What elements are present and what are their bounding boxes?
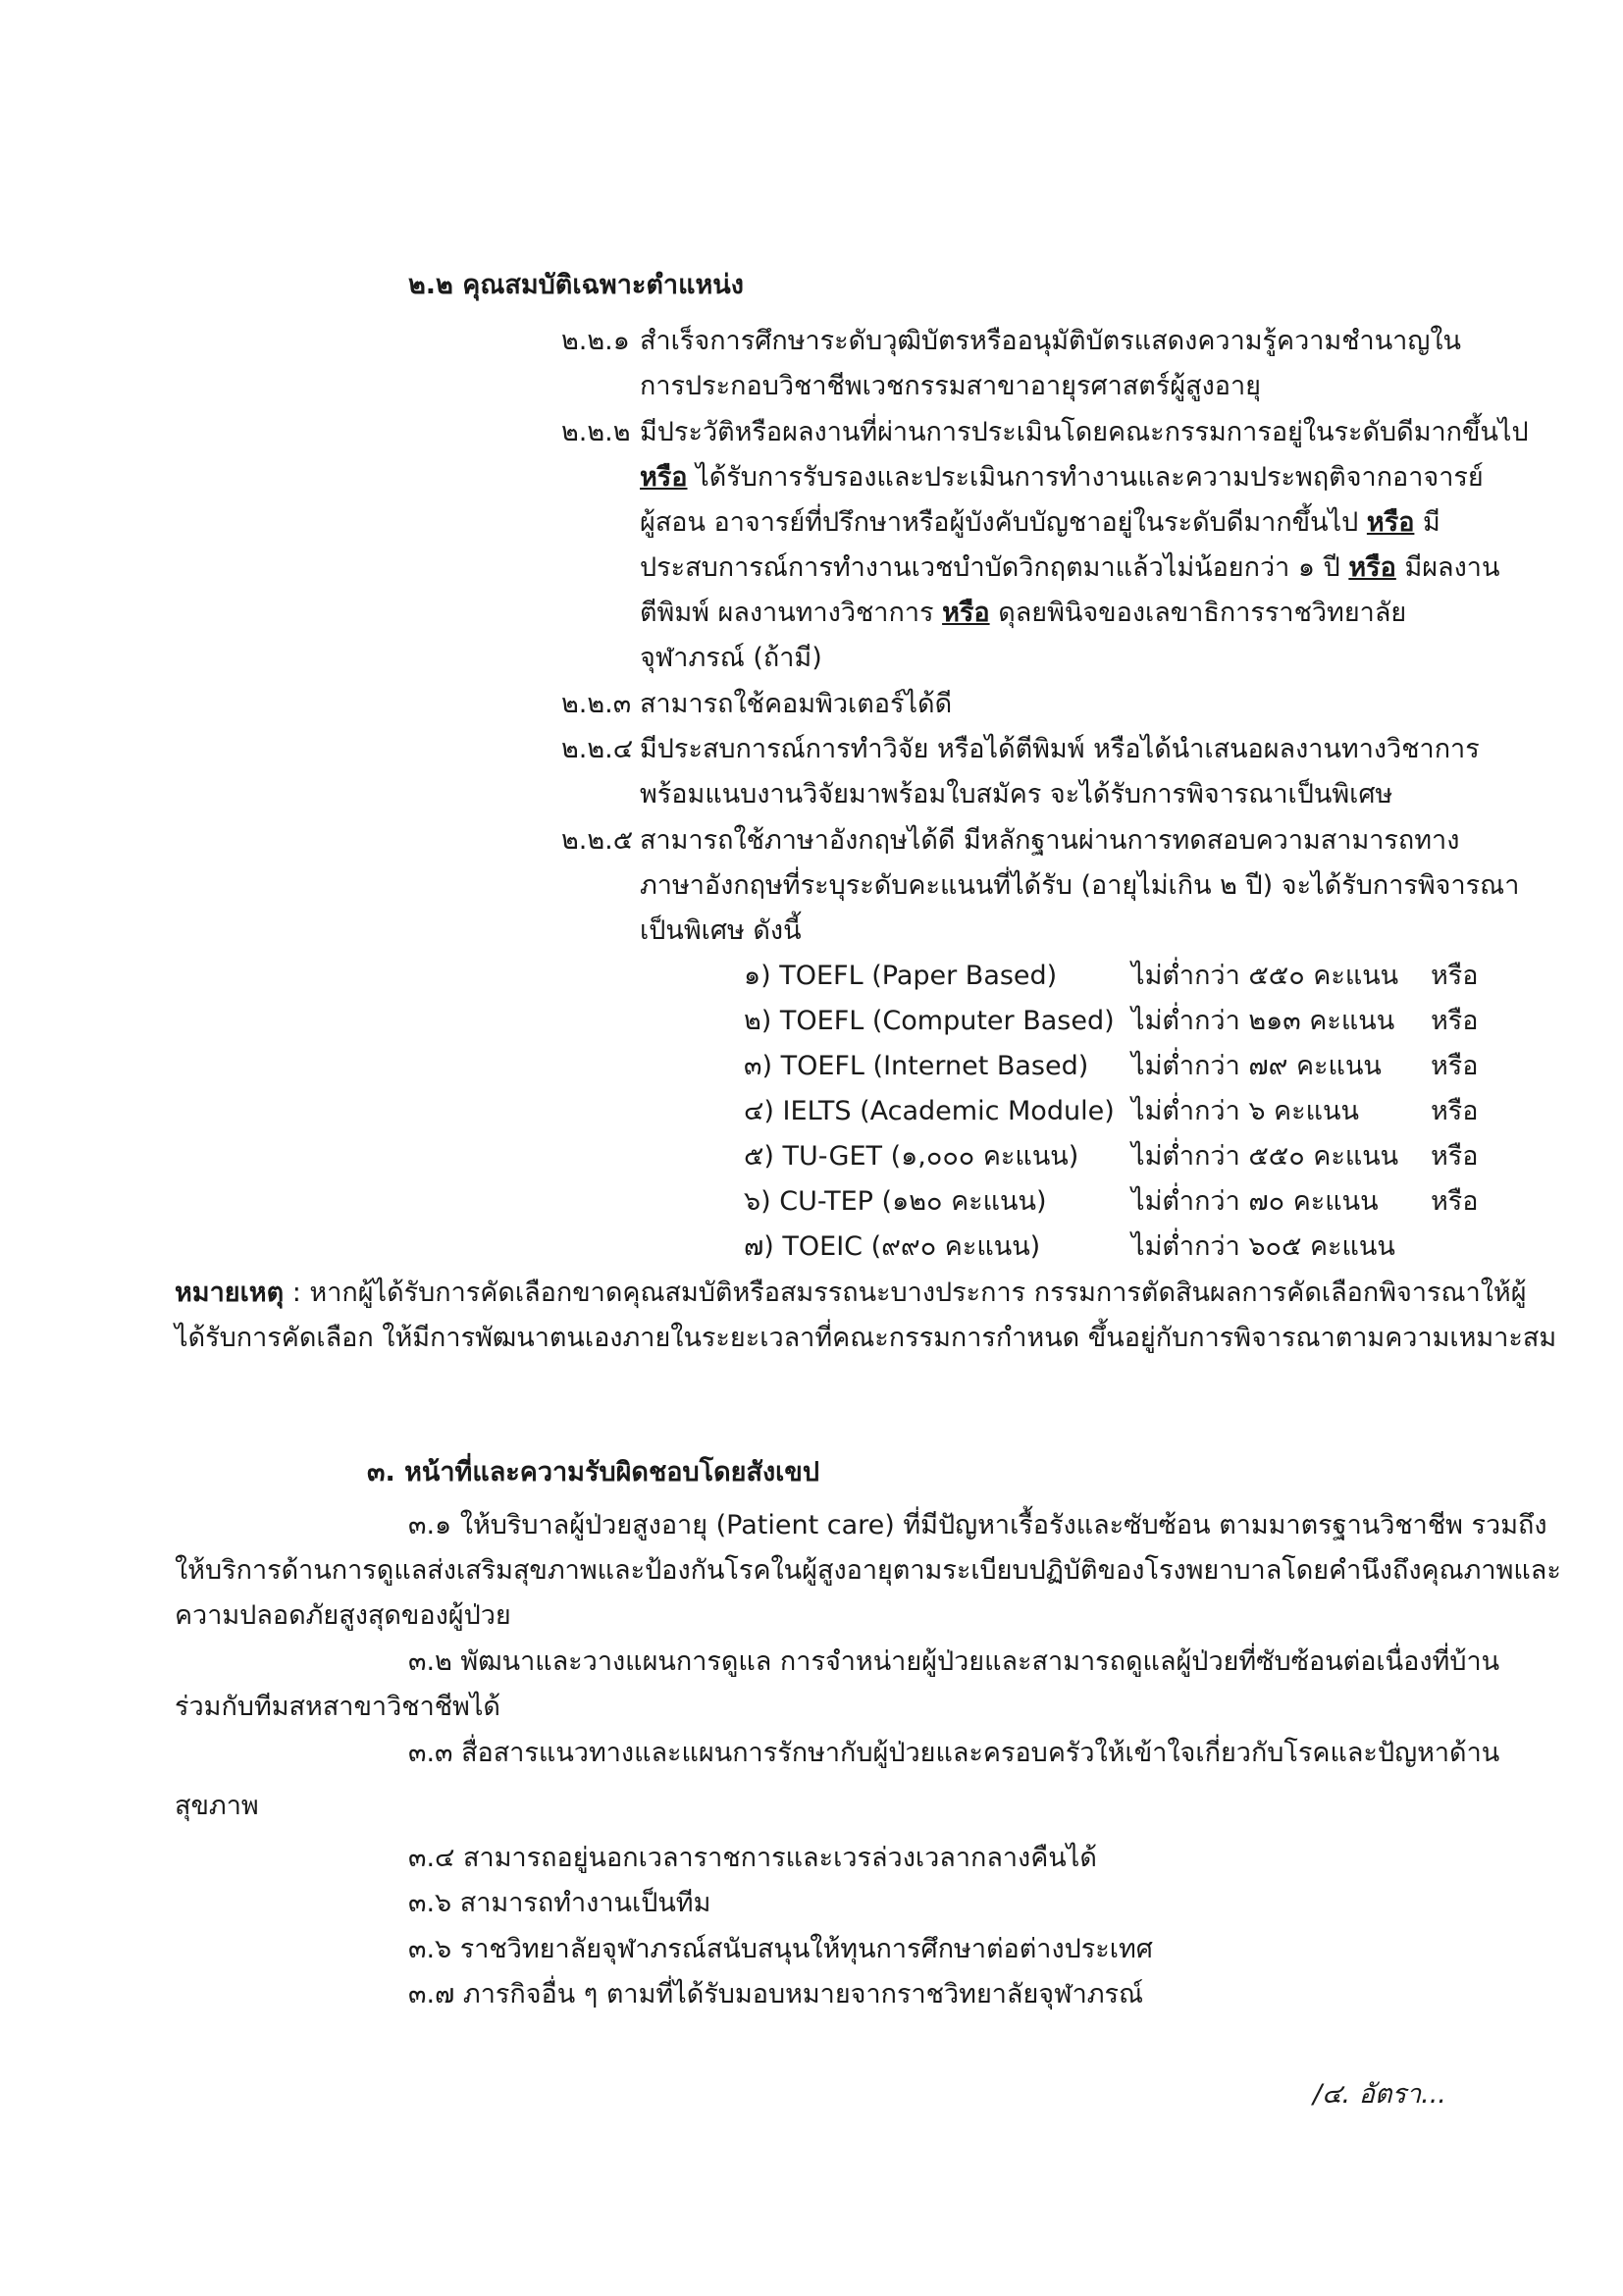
item-2-2-2-text: ดุลยพินิจของเลขาธิการราชวิทยาลัย	[998, 598, 1407, 628]
test-minimum: ไม่ต่ำกว่า ๗๙ คะแนน	[1131, 1051, 1382, 1081]
item-2-2-2-text: ผู้สอน อาจารย์ที่ปรึกษาหรือผู้บังคับบัญชาอยู่ในระดับดีมากขึ้นไป	[640, 507, 1359, 538]
or-emphasis: หรือ	[640, 462, 688, 493]
item-2-2-2-text: ตีพิมพ์ ผลงานทางวิชาการ	[640, 598, 934, 628]
test-or: หรือ	[1431, 1051, 1479, 1081]
test-minimum: ไม่ต่ำกว่า ๒๑๓ คะแนน	[1131, 1006, 1395, 1036]
or-emphasis: หรือ	[1366, 507, 1415, 538]
test-or: หรือ	[1431, 1186, 1479, 1217]
test-name: ๗) TOEIC (๙๙๐ คะแนน)	[744, 1231, 1041, 1262]
item-3-6: ๓.๖ ราชวิทยาลัยจุฬาภรณ์สนับสนุนให้ทุนการศึกษาต่อต่างประเทศ	[408, 1934, 1153, 1964]
item-2-2-2-line-5	[640, 591, 1406, 636]
item-2-2-5-number: ๒.๒.๕	[561, 825, 634, 856]
item-2-2-2-line-1: มีประวัติหรือผลงานที่ผ่านการประเมินโดยคณะกรรมการอยู่ในระดับดีมากขึ้นไป	[640, 417, 1529, 447]
item-2-2-1-line-2: การประกอบวิชาชีพเวชกรรมสาขาอายุรศาสตร์ผู้สูงอายุ	[640, 371, 1261, 401]
item-2-2-2-number: ๒.๒.๒	[561, 417, 631, 447]
note-text: : หากผู้ได้รับการคัดเลือกขาดคุณสมบัติหรือสมรรถนะบางประการ กรรมการตัดสินผลการคัดเลือกพิจารณาให้ผู้	[284, 1278, 1527, 1308]
or-emphasis: หรือ	[1348, 552, 1396, 583]
test-or: หรือ	[1431, 1096, 1479, 1126]
item-2-2-5-line-3: เป็นพิเศษ ดังนี้	[640, 915, 802, 946]
english-test-table	[744, 954, 1490, 1270]
page-continuation: /๔. อัตรา...	[1313, 2079, 1446, 2110]
test-minimum: ไม่ต่ำกว่า ๕๕๐ คะแนน	[1131, 1141, 1399, 1172]
note-line-2: ได้รับการคัดเลือก ให้มีการพัฒนาตนเองภายในระยะเวลาที่คณะกรรมการกำหนด ขึ้นอยู่กับการพิจารณาตามความเหมาะสม	[175, 1323, 1557, 1353]
item-2-2-4-line-2: พร้อมแนบงานวิจัยมาพร้อมใบสมัคร จะได้รับการพิจารณาเป็นพิเศษ	[640, 779, 1393, 809]
table-row	[744, 999, 1490, 1044]
note-line-1	[175, 1271, 1527, 1316]
table-row	[744, 1089, 1490, 1134]
test-or: หรือ	[1431, 1006, 1479, 1036]
test-minimum: ไม่ต่ำกว่า ๖ คะแนน	[1131, 1096, 1359, 1126]
or-emphasis: หรือ	[942, 598, 990, 628]
test-minimum: ไม่ต่ำกว่า ๗๐ คะแนน	[1131, 1186, 1379, 1217]
section-2-2-heading: ๒.๒ คุณสมบัติเฉพาะตำแหน่ง	[408, 270, 744, 300]
item-2-2-4-number: ๒.๒.๔	[561, 734, 634, 764]
item-2-2-4-line-1: มีประสบการณ์การทำวิจัย หรือได้ตีพิมพ์ หรือได้นำเสนอผลงานทางวิชาการ	[640, 734, 1480, 764]
item-3-1-line-1: ๓.๑ ให้บริบาลผู้ป่วยสูงอายุ (Patient care) ที่มีปัญหาเรื้อรังและซับซ้อน ตามมาตรฐานวิชาชีพ รวมถึง	[408, 1510, 1547, 1540]
item-3-3-line-1: ๓.๓ สื่อสารแนวทางและแผนการรักษากับผู้ป่วยและครอบครัวให้เข้าใจเกี่ยวกับโรคและปัญหาด้าน	[408, 1738, 1500, 1768]
table-row	[744, 1179, 1490, 1225]
item-2-2-5-line-2: ภาษาอังกฤษที่ระบุระดับคะแนนที่ได้รับ (อายุไม่เกิน ๒ ปี) จะได้รับการพิจารณา	[640, 870, 1520, 901]
table-row	[744, 954, 1490, 999]
item-3-4: ๓.๔ สามารถอยู่นอกเวลาราชการและเวรล่วงเวลากลางคืนได้	[408, 1843, 1097, 1873]
test-name: ๒) TOEFL (Computer Based)	[744, 1006, 1115, 1036]
test-name: ๕) TU-GET (๑,๐๐๐ คะแนน)	[744, 1141, 1079, 1172]
item-3-7: ๓.๗ ภารกิจอื่น ๆ ตามที่ได้รับมอบหมายจากราชวิทยาลัยจุฬาภรณ์	[408, 1979, 1144, 2009]
item-2-2-2-line-4	[640, 546, 1499, 591]
item-2-2-3-line-1: สามารถใช้คอมพิวเตอร์ได้ดี	[640, 689, 953, 719]
test-or: หรือ	[1431, 961, 1479, 991]
item-3-2-line-2: ร่วมกับทีมสหสาขาวิชาชีพได้	[175, 1692, 500, 1722]
test-minimum: ไม่ต่ำกว่า ๖๐๕ คะแนน	[1131, 1231, 1395, 1262]
item-3-3-line-2: สุขภาพ	[175, 1791, 259, 1821]
item-2-2-1-number: ๒.๒.๑	[561, 326, 630, 356]
item-2-2-1-line-1: สำเร็จการศึกษาระดับวุฒิบัตรหรืออนุมัติบัตรแสดงความรู้ความชำนาญใน	[640, 326, 1461, 356]
item-2-2-2-line-6: จุฬาภรณ์ (ถ้ามี)	[640, 643, 822, 673]
item-3-2-line-1: ๓.๒ พัฒนาและวางแผนการดูแล การจำหน่ายผู้ป่วยและสามารถดูแลผู้ป่วยที่ซับซ้อนต่อเนื่องที่บ้าน	[408, 1646, 1500, 1677]
item-2-2-2-text: ประสบการณ์การทำงานเวชบำบัดวิกฤตมาแล้วไม่น้อยกว่า ๑ ปี	[640, 552, 1340, 583]
item-3-5: ๓.๖ สามารถทำงานเป็นทีม	[408, 1888, 711, 1918]
item-2-2-2-line-2	[640, 455, 1484, 500]
item-2-2-2-text: มีผลงาน	[1404, 552, 1500, 583]
test-name: ๖) CU-TEP (๑๒๐ คะแนน)	[744, 1186, 1047, 1217]
item-2-2-2-text: มี	[1423, 507, 1440, 538]
test-name: ๔) IELTS (Academic Module)	[744, 1096, 1115, 1126]
item-2-2-2-line-3	[640, 500, 1440, 546]
note-label: หมายเหตุ	[175, 1278, 285, 1308]
item-2-2-5-line-1: สามารถใช้ภาษาอังกฤษได้ดี มีหลักฐานผ่านการทดสอบความสามารถทาง	[640, 825, 1460, 856]
item-3-1-line-2: ให้บริการด้านการดูแลส่งเสริมสุขภาพและป้องกันโรคในผู้สูงอายุตามระเบียบปฏิบัติของโรงพยาบาลโดยคำนึงถึงคุณภาพและ	[175, 1555, 1561, 1586]
item-2-2-2-text: ได้รับการรับรองและประเมินการทำงานและความประพฤติจากอาจารย์	[696, 462, 1484, 493]
table-row	[744, 1225, 1490, 1270]
item-2-2-3-number: ๒.๒.๓	[561, 689, 632, 719]
section-3-heading: ๓. หน้าที่และความรับผิดชอบโดยสังเขป	[367, 1457, 819, 1487]
table-row	[744, 1044, 1490, 1089]
test-name: ๑) TOEFL (Paper Based)	[744, 961, 1058, 991]
test-minimum: ไม่ต่ำกว่า ๕๕๐ คะแนน	[1131, 961, 1399, 991]
table-row	[744, 1134, 1490, 1179]
test-or: หรือ	[1431, 1141, 1479, 1172]
test-name: ๓) TOEFL (Internet Based)	[744, 1051, 1089, 1081]
item-3-1-line-3: ความปลอดภัยสูงสุดของผู้ป่วย	[175, 1600, 511, 1631]
